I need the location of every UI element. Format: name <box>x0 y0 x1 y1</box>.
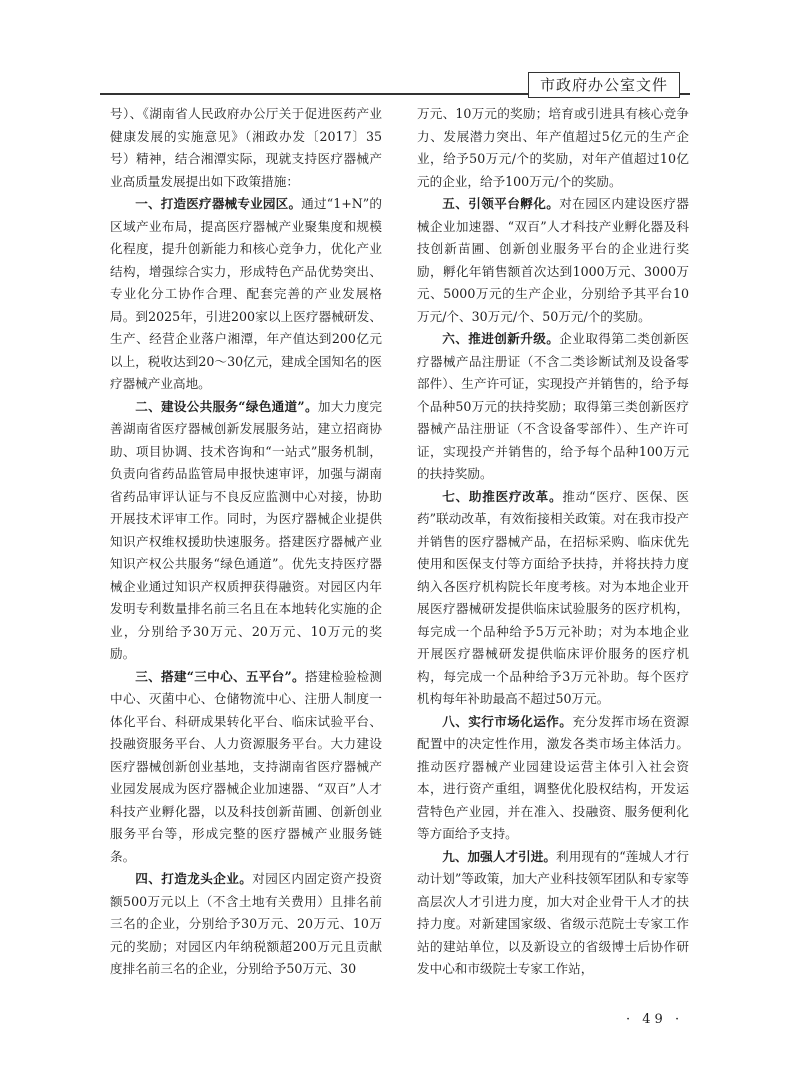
paragraph-text: 利用现有的“莲城人才行动计划”等政策，加大产业科技领军团队和专家等高层次人才引进力度，加大对企业骨干人才的扶持力度。对新建国家级、省级示范院士专家工作站的建站单位，以及新设立的省级博士后协作研发中心和市级院士专家工作站， <box>417 848 689 976</box>
right-column <box>417 103 689 1048</box>
left-column <box>110 103 382 1048</box>
section-heading: 三、搭建“三中心、五平台”。 <box>135 668 305 684</box>
paragraph <box>110 396 382 666</box>
paragraph-text: 对园区内固定资产投资额500万元以上（不含土地有关费用）且排名前三名的企业，分别给予30万元、20万元、10万元的奖励；对园区内年纳税额超200万元且贡献度排名前三名的企业，分别给予50万元、30 <box>110 871 382 976</box>
paragraph-text: 充分发挥市场在资源配置中的决定性作用，激发各类市场主体活力。推动医疗器械产业园建设运营主体引入社会资本，进行资产重组，调整优化股权结构，开发运营特色产业园，并在准入、投融资、服务便利化等方面给予支持。 <box>417 713 689 841</box>
section-heading: 一、打造医疗器械专业园区。 <box>135 196 302 211</box>
section-heading: 四、打造龙头企业。 <box>135 871 253 886</box>
paragraph <box>417 846 689 981</box>
page-number: · 49 · <box>626 1012 684 1027</box>
section-heading: 六、推进创新升级。 <box>442 331 560 346</box>
section-heading: 二、建设公共服务“绿色通道”。 <box>135 398 318 414</box>
paragraph <box>417 711 689 846</box>
paragraph <box>417 193 689 328</box>
section-heading: 五、引领平台孵化。 <box>442 196 560 211</box>
paragraph-text: 通过“1+N”的区域产业布局，提高医疗器械产业聚集度和规模化程度，提升创新能力和核心竞争力，优化产业结构，增强综合实力，形成特色产品优势突出、专业化分工协作合理、配套完善的产业发展格局。到2025年，引进200家以上医疗器械研发、生产、经营企业落户湘潭，年产值达到200亿元以上，税收达到20～30亿元，建成全国知名的医疗器械产业高地。 <box>110 196 382 391</box>
paragraph-text: 推动“医疗、医保、医药”联动改革，有效衔接相关政策。对在我市投产并销售的医疗器械产品，在招标采购、临床优先使用和医保支付等方面给予扶持，并将扶持力度纳入各医疗机构院长年度考核。对为本地企业开展医疗器械研发提供临床试验服务的医疗机构，每完成一个品种给予5万元补助；对为本地企业开展医疗器械研发提供临床评价服务的医疗机构，每完成一个品种给予3万元补助。每个医疗机构每年补助最高不超过50万元。 <box>417 488 689 706</box>
section-header: 市政府办公室文件 <box>528 72 680 98</box>
paragraph <box>110 666 382 869</box>
paragraph-text: 对在园区内建设医疗器械企业加速器、“双百”人才科技产业孵化器及科技创新苗圃、创新创业服务平台的企业进行奖励，孵化年销售额首次达到1000万元、3000万元、5000万元的生产企业，分别给予其平台10万元/个、30万元/个、50万元/个的奖励。 <box>417 196 689 324</box>
paragraph <box>417 328 689 486</box>
paragraph <box>110 103 382 193</box>
paragraph-text: 搭建检验检测中心、灭菌中心、仓储物流中心、注册人制度一体化平台、科研成果转化平台、临床试验平台、投融资服务平台、人力资源服务平台。大力建设医疗器械创新创业基地，支持湖南省医疗器械产业园发展成为医疗器械企业加速器、“双百”人才科技产业孵化器，以及科技创新苗圃、创新创业服务平台等，形成完整的医疗器械产业服务链条。 <box>110 668 382 864</box>
paragraph-text: 号）、《湖南省人民政府办公厅关于促进医药产业健康发展的实施意见》（湘政办发〔2017〕35号）精神，结合湘潭实际，现就支持医疗器械产业高质量发展提出如下政策措施： <box>110 106 382 189</box>
section-heading: 八、实行市场化运作。 <box>442 713 573 729</box>
paragraph-text: 加大力度完善湖南省医疗器械创新发展服务站，建立招商协助、项目协调、技术咨询和“一站式”服务机制，负责向省药品监管局申报快速审评，加强与湖南省药品审评认证与不良反应监测中心对接，协助开展技术评审工作。同时，为医疗器械企业提供知识产权维权援助快速服务。搭建医疗器械产业知识产权公共服务“绿色通道”。优先支持医疗器械企业通过知识产权质押获得融资。对园区内年发明专利数量排名前三名且在本地转化实施的企业，分别给予30万元、20万元、10万元的奖励。 <box>110 398 382 661</box>
paragraph <box>417 486 689 711</box>
paragraph <box>417 103 689 193</box>
paragraph-text: 企业取得第二类创新医疗器械产品注册证（不含二类诊断试剂及设备零部件）、生产许可证，实现投产并销售的，给予每个品种50万元的扶持奖励；取得第三类创新医疗器械产品注册证（不含设备零部件）、生产许可证，实现投产并销售的，给予每个品种100万元的扶持奖励。 <box>417 331 689 481</box>
paragraph <box>110 193 382 396</box>
paragraph <box>110 868 382 981</box>
paragraph-text: 万元、10万元的奖励；培育或引进具有核心竞争力、发展潜力突出、年产值超过5亿元的生产企业，给予50万元/个的奖励，对年产值超过10亿元的企业，给予100万元/个的奖励。 <box>417 106 689 189</box>
section-heading: 七、助推医疗改革。 <box>442 488 563 504</box>
section-heading: 九、加强人才引进。 <box>442 848 557 864</box>
